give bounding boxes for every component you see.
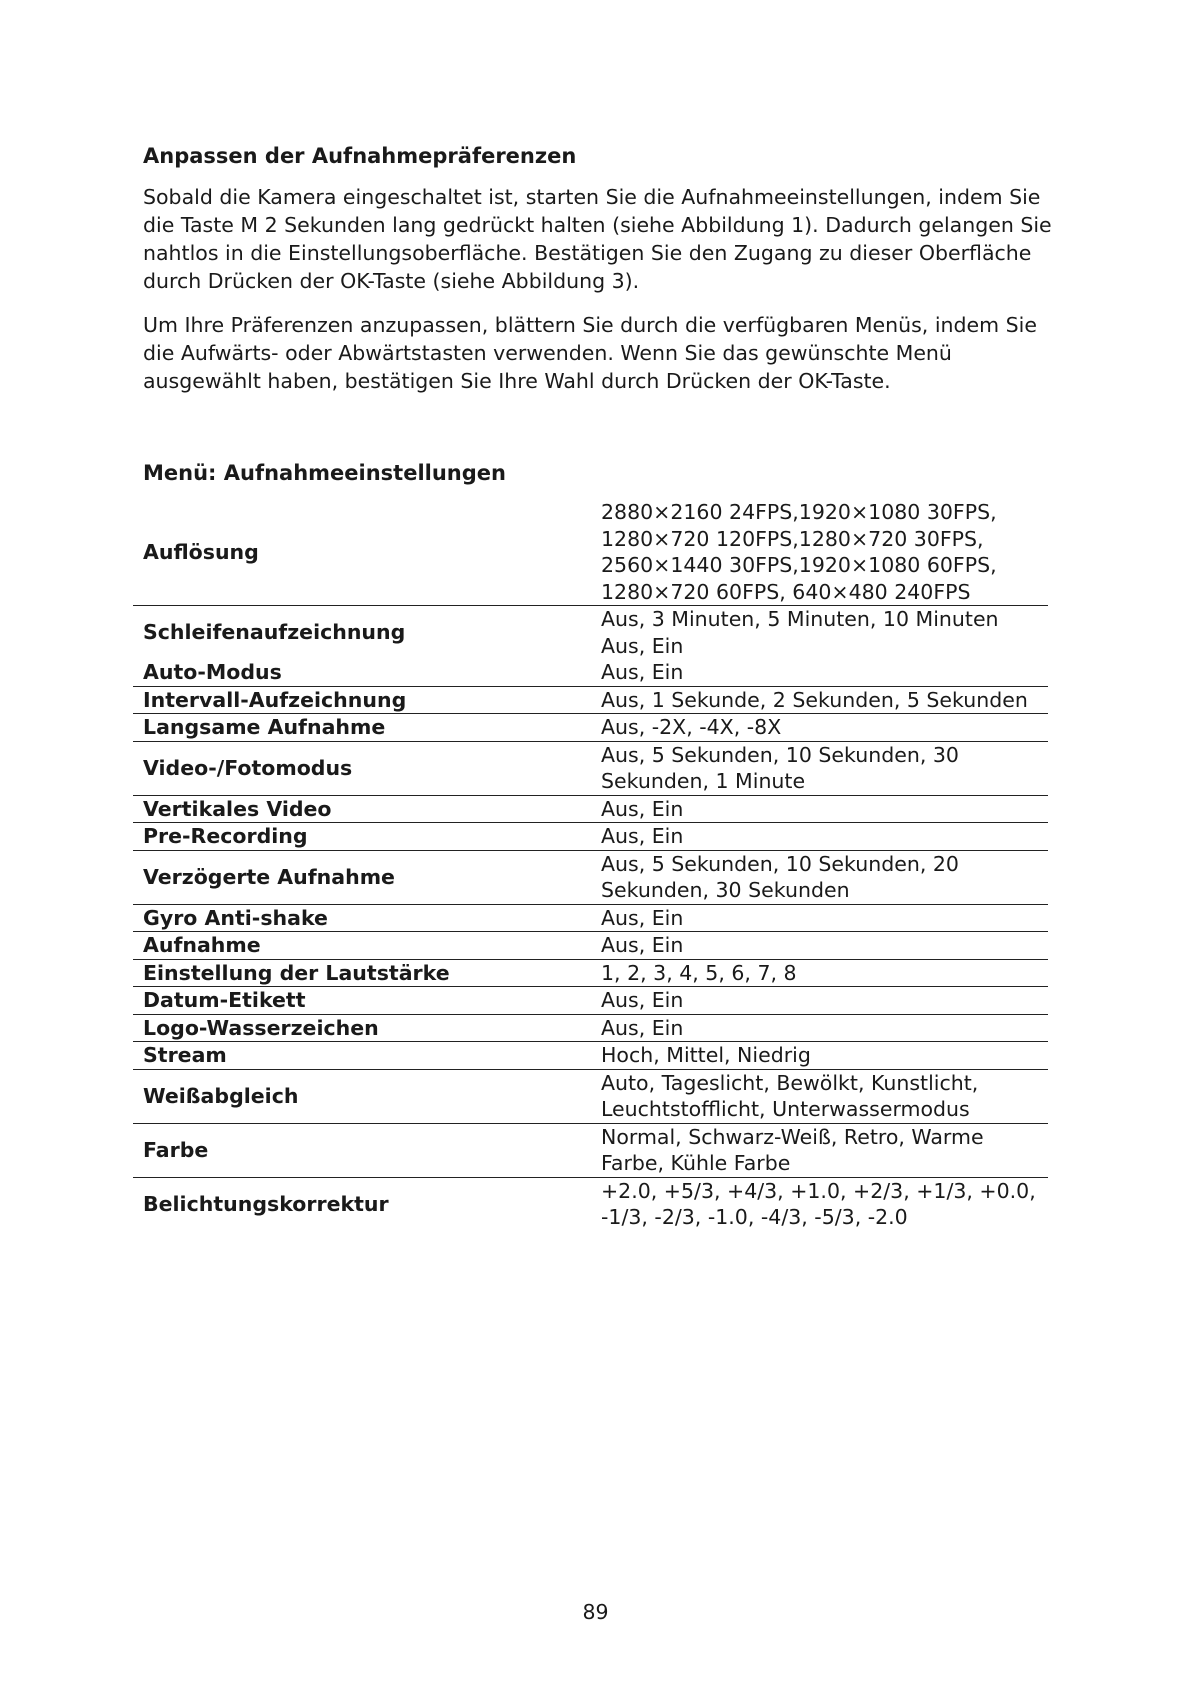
setting-label: Pre-Recording (133, 823, 601, 851)
table-row (133, 741, 1048, 795)
table-row (133, 1014, 1048, 1042)
section-heading: Anpassen der Aufnahmepräferenzen (143, 144, 577, 168)
setting-label: Vertikales Video (133, 795, 601, 823)
setting-values: Aus, 1 Sekunde, 2 Sekunden, 5 Sekunden (601, 686, 1048, 714)
setting-label: Logo-Wasserzeichen (133, 1014, 601, 1042)
setting-values: Aus, 5 Sekunden, 10 Sekunden, 20 Sekunden, 30 Sekunden (601, 850, 1048, 904)
table-row (133, 904, 1048, 932)
setting-values: 2880×2160 24FPS,1920×1080 30FPS, 1280×720 120FPS,1280×720 30FPS, 2560×1440 30FPS,1920×1080 60FPS, 1280×720 60FPS, 640×480 240FPS (601, 499, 1048, 606)
setting-label: Weißabgleich (133, 1069, 601, 1123)
setting-values: 1, 2, 3, 4, 5, 6, 7, 8 (601, 959, 1048, 987)
setting-label: Stream (133, 1042, 601, 1070)
table-row (133, 932, 1048, 960)
setting-label: Aufnahme (133, 932, 601, 960)
setting-values: Aus, 3 Minuten, 5 Minuten, 10 Minuten Aus, Ein (601, 607, 999, 658)
setting-label: Belichtungskorrektur (143, 1191, 389, 1216)
setting-label: Verzögerte Aufnahme (133, 850, 601, 904)
menu-heading: Menü: Aufnahmeeinstellungen (143, 461, 506, 485)
table-row (133, 499, 1048, 606)
table-row (133, 987, 1048, 1015)
setting-values: Hoch, Mittel, Niedrig (601, 1042, 1048, 1070)
page-content (143, 142, 1063, 1231)
setting-values: Aus, Ein (601, 1014, 1048, 1042)
table-row (133, 823, 1048, 851)
table-row (133, 850, 1048, 904)
table-row (133, 1069, 1048, 1123)
table-row (133, 1042, 1048, 1070)
setting-label: Gyro Anti-shake (133, 904, 601, 932)
navigation-paragraph: Um Ihre Präferenzen anzupassen, blättern Sie durch die verfügbaren Menüs, indem Sie die Aufwärts- oder Abwärtstasten verwenden. Wenn Sie das gewünschte Menü ausgewählt haben, bestätigen Sie Ihre Wahl durch Drücken der OK-Taste. (143, 313, 1037, 393)
setting-values: Aus, Ein (601, 904, 1048, 932)
setting-values: Aus, Ein (601, 795, 1048, 823)
page-number: 89 (582, 1600, 609, 1624)
setting-values: Aus, Ein (601, 987, 1048, 1015)
setting-label: Intervall-Aufzeichnung (133, 686, 601, 714)
setting-values: Aus, Ein (601, 932, 1048, 960)
setting-label: Video-/Fotomodus (133, 741, 601, 795)
table-row (133, 606, 1048, 660)
setting-label: Schleifenaufzeichnung (143, 620, 406, 645)
table-row (133, 714, 1048, 742)
setting-label: Langsame Aufnahme (133, 714, 601, 742)
setting-label: Auto-Modus (133, 659, 601, 686)
setting-values: Aus, -2X, -4X, -8X (601, 714, 1048, 742)
setting-label: Farbe (133, 1123, 601, 1177)
setting-values: Auto, Tageslicht, Bewölkt, Kunstlicht, Leuchtstofflicht, Unterwassermodus (601, 1069, 1048, 1123)
table-row (133, 659, 1048, 686)
setting-values: Normal, Schwarz-Weiß, Retro, Warme Farbe, Kühle Farbe (601, 1123, 1048, 1177)
settings-table (133, 499, 1048, 1231)
setting-values: Aus, Ein (601, 659, 1048, 686)
setting-label: Datum-Etikett (133, 987, 601, 1015)
setting-values: +2.0, +5/3, +4/3, +1.0, +2/3, +1/3, +0.0, -1/3, -2/3, -1.0, -4/3, -5/3, -2.0 (601, 1178, 1036, 1229)
setting-values: Aus, Ein (601, 823, 1048, 851)
intro-paragraph: Sobald die Kamera eingeschaltet ist, starten Sie die Aufnahmeeinstellungen, indem Sie die Taste M 2 Sekunden lang gedrückt halten (siehe Abbildung 1). Dadurch gelangen Sie nahtlos in die Einstellungsoberfläche. Bestätigen Sie den Zugang zu dieser Oberfläche durch Drücken der OK-Taste (siehe Abbildung 3). (143, 185, 1052, 293)
table-row (133, 795, 1048, 823)
table-row (133, 1123, 1048, 1177)
setting-label: Einstellung der Lautstärke (133, 959, 601, 987)
table-row (133, 959, 1048, 987)
table-row (133, 686, 1048, 714)
table-row (133, 1177, 1048, 1231)
setting-values: Aus, 5 Sekunden, 10 Sekunden, 30 Sekunden, 1 Minute (601, 741, 1048, 795)
setting-label: Auflösung (133, 499, 601, 606)
